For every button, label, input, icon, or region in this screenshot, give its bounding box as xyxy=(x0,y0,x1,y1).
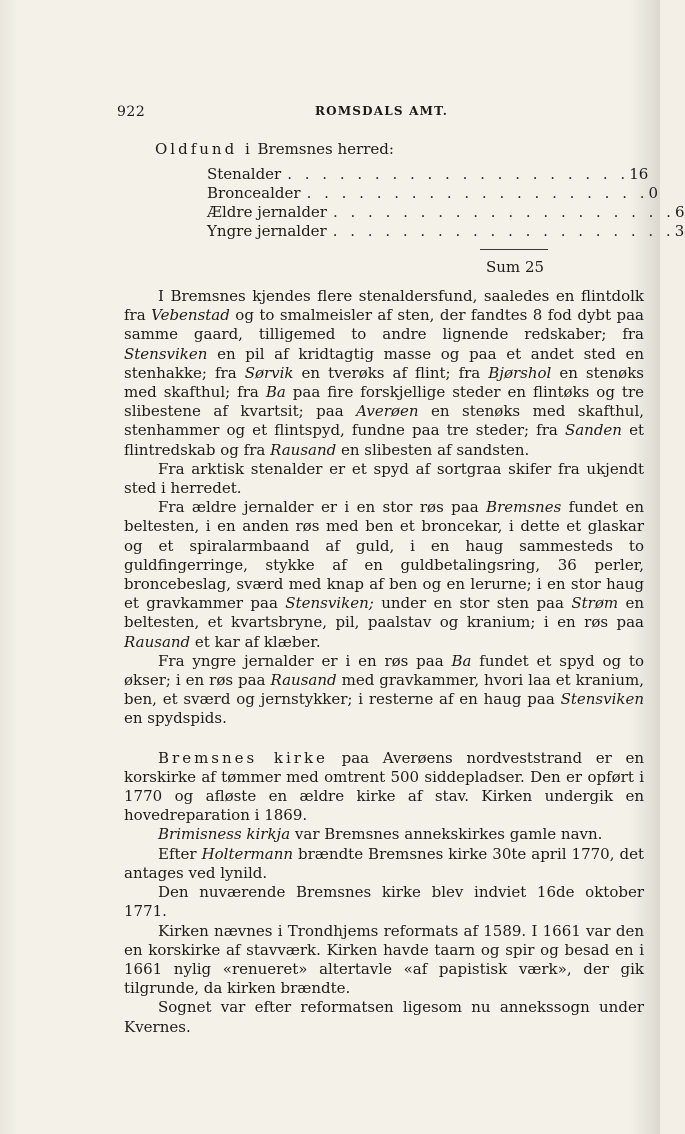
text-run: var Bremsnes annekskirkes gamle navn. xyxy=(290,825,603,844)
text-run: en beltesten, et kvartsbryne, pil, paalstav og kranium; i en røs paa xyxy=(124,594,645,632)
text-run: brændte Bremsnes kirke 30te april 1770, det antages ved lynild. xyxy=(124,844,644,882)
italic-run: Strøm xyxy=(571,594,619,613)
paragraph xyxy=(124,998,644,1036)
row-value: 6 xyxy=(674,203,685,221)
row-value: 0 xyxy=(648,184,659,202)
text-run: et kar af klæber. xyxy=(190,632,321,651)
table-row xyxy=(207,222,685,241)
text-run: og to smalmeisler af sten, der fandtes 8 fod dybt paa samme gaard, tilligemed to andre lignende redskaber; fra xyxy=(124,306,644,344)
text-run: en spydspids. xyxy=(124,709,227,728)
text-run: under en stor sten paa xyxy=(373,594,572,613)
text-run: fundet en beltesten, i en anden røs med ben et broncekar, i dette et glaskar og et spiralarmbaand af guld, i en haug sammesteds to guldfingerringe, stykke af en guldbetalingsring, 36 perler, broncebeslag, sværd med knap af ben og en lerurne; i en stor haug et gravkammer paa xyxy=(124,498,644,613)
italic-run: Brimisness kirkja xyxy=(158,825,291,844)
running-head: ROMSDALS AMT. xyxy=(315,104,449,118)
table-row xyxy=(207,165,649,184)
finds-table xyxy=(207,165,685,241)
paragraph xyxy=(124,498,644,652)
paragraph xyxy=(124,652,644,729)
italic-run: Ba xyxy=(451,651,472,670)
paragraph xyxy=(124,845,644,883)
paragraph xyxy=(124,749,644,826)
italic-run: Stensviken; xyxy=(285,594,374,613)
dot-leader: . . . . . . . . . . . . . . . . . . . . xyxy=(287,165,630,183)
dot-leader: . . . . . . . . . . . . . . . . . . . . xyxy=(332,203,675,221)
text-run: fundet et spyd og to økser; i en røs paa xyxy=(124,651,644,690)
text-run: Fra arktisk stenalder er et spyd af sortgraa skifer fra ukjendt sted i herredet. xyxy=(124,459,644,498)
row-label: Broncealder xyxy=(207,184,301,202)
sum-label: Sum xyxy=(486,258,521,276)
paragraph xyxy=(124,460,644,498)
text-run: paa Averøens nordveststrand er en korskirke af tømmer med omtrent 500 siddepladser. Den er opført i 1770 og afløste en ældre kirke af stav. Kirken undergik en hovedreparation i 1869. xyxy=(124,748,644,825)
italic-run: Stensviken xyxy=(124,344,208,363)
italic-run: Holtermann xyxy=(201,844,294,863)
text-run: en slibesten af sandsten. xyxy=(336,440,530,459)
row-label: Ældre jernalder xyxy=(207,203,327,221)
page-header xyxy=(117,104,642,124)
table-heading-spaced: Oldfund i xyxy=(155,140,253,158)
text-run: I Bremsnes kjendes flere stenaldersfund, saaledes en flintdolk fra xyxy=(124,287,644,325)
text-run: en pil af kridtagtig masse og paa et andet sted en stenhakke; fra xyxy=(124,344,644,382)
italic-run: Stensviken xyxy=(560,690,644,709)
paragraph xyxy=(124,287,644,460)
text-run: Sognet var efter reformatsen ligesom nu annekssogn under Kvernes. xyxy=(124,998,644,1036)
row-label: Yngre jernalder xyxy=(207,222,327,240)
italic-run: Rausand xyxy=(124,632,191,651)
text-run: Kirken nævnes i Trondhjems reformats af 1589. I 1661 var den en korskirke af stavværk. Kirken havde taarn og spir og besad en i 1661 nylig «renueret» altertavle «af papistisk værk», der gik tilgrunde, da kirken brændte. xyxy=(124,921,644,998)
paragraph xyxy=(124,883,644,921)
italic-run: Vebenstad xyxy=(151,306,230,325)
italic-run: Sanden xyxy=(564,421,622,440)
text-run: Fra ældre jernalder er i en stor røs paa xyxy=(158,498,487,517)
text-run: Den nuværende Bremsnes kirke blev indviet 16de oktober 1771. xyxy=(124,883,644,921)
text-run: paa fire forskjellige steder en flintøks og tre slibestene af kvartsit; paa xyxy=(124,383,644,421)
italic-run: Sørvik xyxy=(244,363,294,382)
text-run: en stenøks med skafthul, stenhammer og et flintspyd, fundne paa tre steder; fra xyxy=(124,402,645,440)
dot-leader: . . . . . . . . . . . . . . . . . . . . xyxy=(332,222,675,240)
paragraph xyxy=(124,825,644,844)
page-number: 922 xyxy=(117,104,146,120)
italic-run: Ba xyxy=(265,383,286,402)
text-run: en tverøks af flint; fra xyxy=(293,363,489,382)
dot-leader: . . . . . . . . . . . . . . . . . . . . xyxy=(306,184,649,202)
text-run: Fra yngre jernalder er i en røs paa xyxy=(158,651,452,670)
sum-value: 25 xyxy=(524,258,545,276)
text-run: med gravkammer, hvori laa et kranium, ben, et sværd og jernstykker; i resterne af en haug paa xyxy=(124,671,644,709)
sum-rule xyxy=(480,249,548,250)
row-label: Stenalder xyxy=(207,165,282,183)
body-text xyxy=(124,287,644,1037)
table-row xyxy=(207,184,659,203)
table-row xyxy=(207,203,685,222)
text-run: en stenøks med skafthul; fra xyxy=(124,363,645,402)
italic-run: Bremsnes xyxy=(486,498,562,517)
italic-run: Rausand xyxy=(270,440,337,459)
italic-run: Averøen xyxy=(356,402,419,421)
table-heading xyxy=(155,140,394,158)
text-run: et flintredskab og fra xyxy=(124,421,644,459)
table-heading-rest: Bremsnes herred: xyxy=(252,140,394,158)
sum-line xyxy=(486,258,544,276)
paragraph xyxy=(124,922,644,999)
paragraph-gap xyxy=(124,729,644,749)
row-value: 16 xyxy=(629,165,649,183)
row-value: 3 xyxy=(674,222,685,240)
church-name-spaced: Bremsnes kirke xyxy=(158,748,328,767)
text-run: Efter xyxy=(158,844,202,863)
italic-run: Rausand xyxy=(270,671,337,690)
italic-run: Bjørshol xyxy=(488,363,552,382)
